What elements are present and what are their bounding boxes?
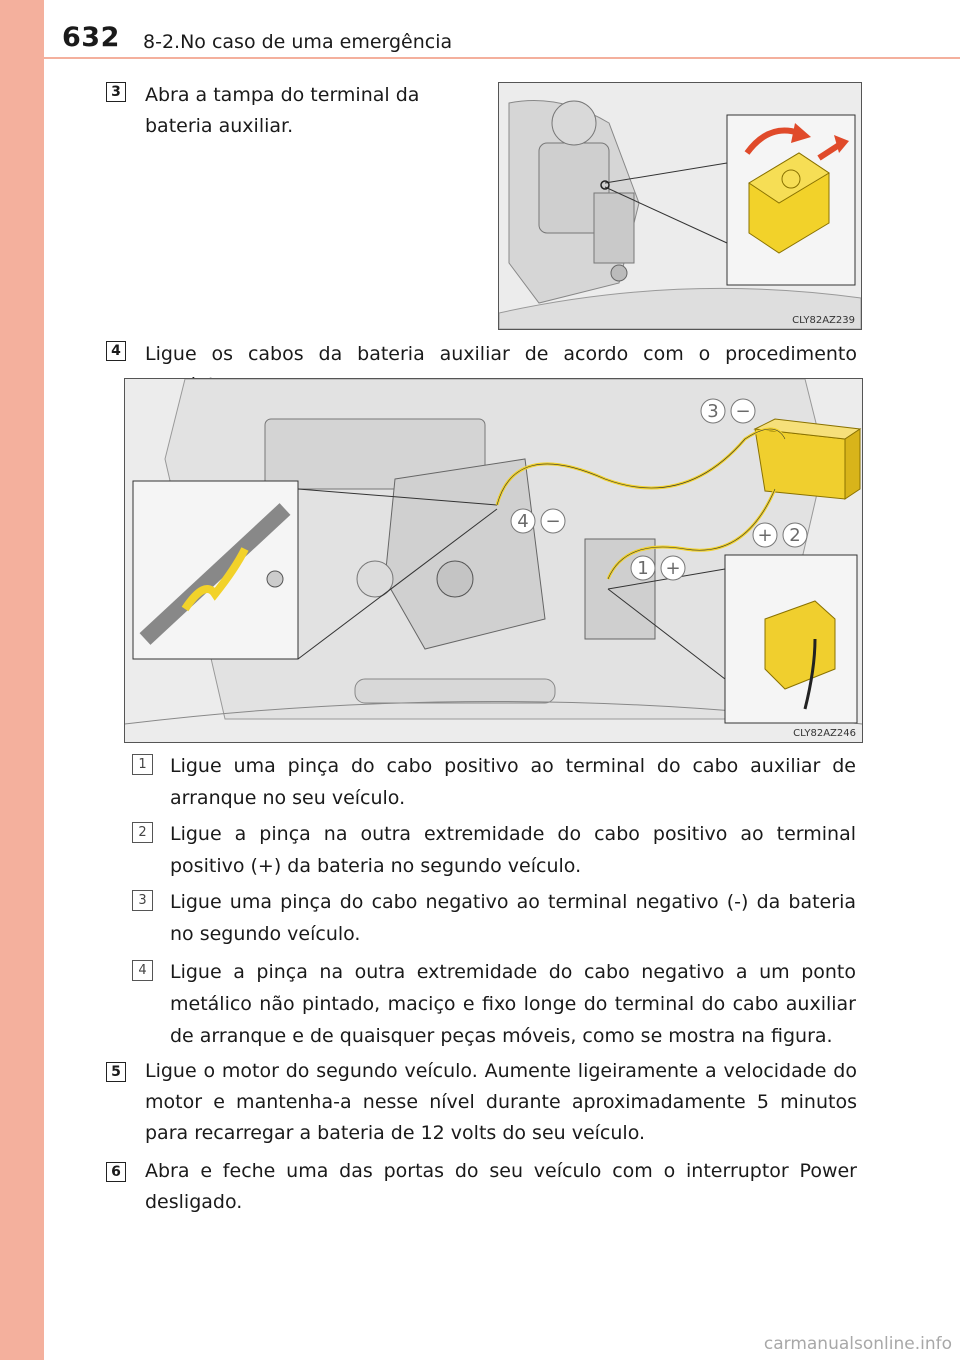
substep-badge-2: 2 xyxy=(132,822,153,843)
callout-1-sign: + xyxy=(665,558,681,579)
substep-text-4: Ligue a pinça na outra extremidade do cabo negativo a um ponto metálico não pintado, maciço e fixo longe do terminal do cabo auxiliar de arranque e de quaisquer peças móveis, como se mostra na figura. xyxy=(170,961,856,1047)
substep-badge-3: 3 xyxy=(132,890,153,911)
side-tab-bar xyxy=(0,0,44,1360)
callout-4-number: 4 xyxy=(517,511,529,532)
substep-badge-1: 1 xyxy=(132,754,153,775)
substep-badge-4: 4 xyxy=(132,960,153,981)
figure-code: CLY82AZ246 xyxy=(793,728,856,739)
step-badge-6: 6 xyxy=(106,1162,126,1182)
step-badge-4: 4 xyxy=(106,341,126,361)
callout-4-sign: − xyxy=(545,511,561,532)
watermark-text: carmanualsonline.info xyxy=(763,1334,952,1354)
step-text-6: Abra e feche uma das portas do seu veículo com o interruptor Power desligado. xyxy=(145,1160,857,1213)
header-rule xyxy=(44,57,960,59)
page-number: 632 xyxy=(62,22,120,53)
substep-text-1: Ligue uma pinça do cabo positivo ao terminal do cabo auxiliar de arranque no seu veículo. xyxy=(170,755,856,809)
callout-2-number: 2 xyxy=(789,525,801,546)
substep-text-3: Ligue uma pinça do cabo negativo ao terminal negativo (-) da bateria no segundo veículo. xyxy=(170,891,856,945)
figure-code: CLY82AZ239 xyxy=(792,315,855,326)
callout-3-sign: − xyxy=(735,401,751,422)
section-title: 8-2.No caso de uma emergência xyxy=(143,31,453,53)
callout-1-number: 1 xyxy=(637,558,649,579)
callout-2-sign: + xyxy=(757,525,773,546)
step-text-5: Ligue o motor do segundo veículo. Aumente ligeiramente a velocidade do motor e mantenha-a nesse nível durante aproximadamente 5 minutos para recarregar a bateria de 12 volts do seu veículo. xyxy=(145,1060,857,1144)
step-badge-3: 3 xyxy=(106,82,126,102)
callout-3-number: 3 xyxy=(707,401,719,422)
step-text-4: Ligue os cabos da bateria auxiliar de acordo com o procedimento xyxy=(145,343,857,365)
step-text-3: Abra a tampa do terminal da bateria auxiliar. xyxy=(145,84,420,137)
substep-text-2: Ligue a pinça na outra extremidade do cabo positivo ao terminal positivo (+) da bateria no segundo veículo. xyxy=(170,823,856,877)
step-badge-5: 5 xyxy=(106,1062,126,1082)
terminal-cover-figure xyxy=(498,82,862,330)
jumper-connection-figure xyxy=(124,378,863,743)
